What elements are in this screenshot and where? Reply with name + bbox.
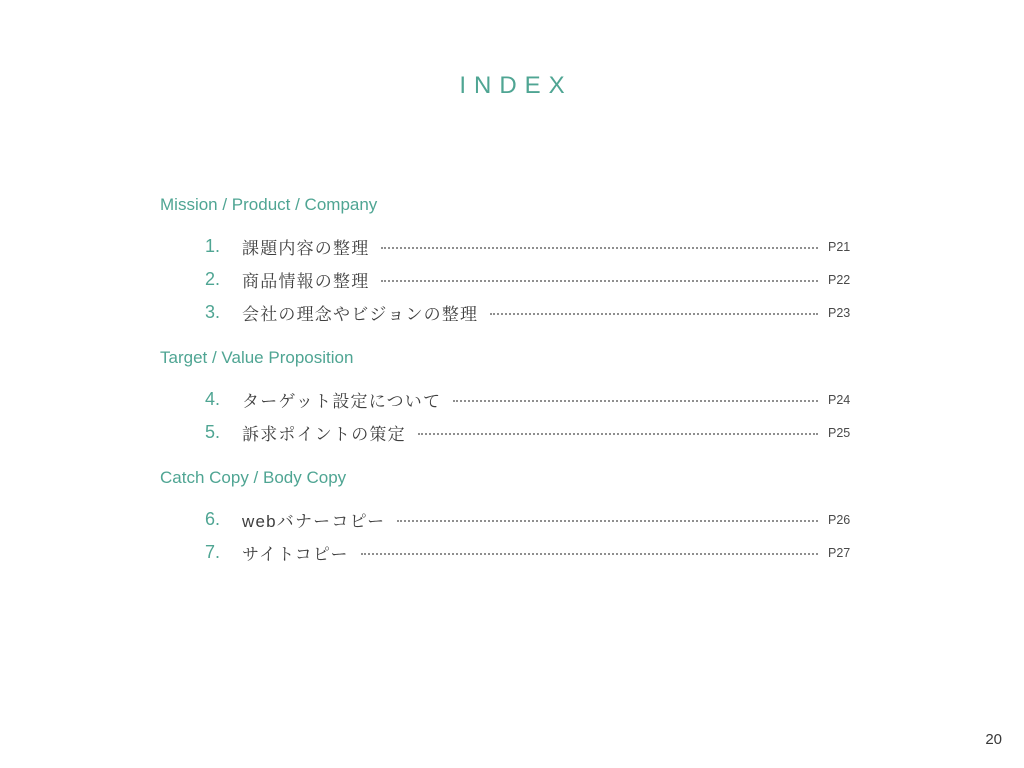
item-number: 4. — [204, 389, 220, 409]
dot-leader — [381, 280, 818, 282]
section-header: Catch Copy / Body Copy — [160, 468, 347, 487]
table-of-contents — [160, 194, 858, 569]
item-number: 3. — [204, 302, 220, 322]
dot-leader — [418, 433, 818, 435]
toc-item[interactable] — [160, 503, 858, 536]
toc-item[interactable] — [160, 416, 858, 449]
item-number: 6. — [204, 509, 220, 529]
toc-item[interactable] — [160, 263, 858, 296]
dot-leader — [381, 247, 818, 249]
item-label: 会社の理念やビジョンの整理 — [242, 305, 479, 324]
item-number: 1. — [204, 236, 220, 256]
item-page-ref: P24 — [828, 392, 851, 407]
item-page-ref: P25 — [828, 425, 851, 440]
item-label: 訴求ポイントの策定 — [242, 425, 406, 444]
item-label: webバナーコピー — [242, 512, 386, 531]
toc-item[interactable] — [160, 230, 858, 263]
item-page-ref: P27 — [828, 545, 851, 560]
item-page-ref: P21 — [828, 239, 851, 254]
item-label: ターゲット設定について — [242, 392, 442, 411]
slide-page-number: 20 — [985, 731, 1002, 748]
dot-leader — [453, 400, 818, 402]
section-items — [160, 383, 858, 449]
section-items — [160, 503, 858, 569]
dot-leader — [397, 520, 818, 522]
section-header: Target / Value Proposition — [160, 348, 354, 367]
page-title: INDEX — [459, 72, 573, 99]
section-header: Mission / Product / Company — [160, 195, 378, 214]
item-number: 2. — [204, 269, 220, 289]
item-page-ref: P23 — [828, 305, 851, 320]
item-label: サイトコピー — [242, 545, 349, 564]
dot-leader — [361, 553, 818, 555]
dot-leader — [490, 313, 818, 315]
item-number: 7. — [204, 542, 220, 562]
toc-item[interactable] — [160, 296, 858, 329]
section-items — [160, 230, 858, 329]
toc-item[interactable] — [160, 536, 858, 569]
toc-section-mission-product-company — [160, 194, 858, 329]
item-page-ref: P26 — [828, 512, 851, 527]
toc-section-catch-copy-body-copy — [160, 467, 858, 569]
toc-item[interactable] — [160, 383, 858, 416]
item-number: 5. — [204, 422, 220, 442]
item-label: 課題内容の整理 — [242, 239, 370, 258]
toc-section-target-value-proposition — [160, 347, 858, 449]
item-label: 商品情報の整理 — [242, 272, 370, 291]
item-page-ref: P22 — [828, 272, 851, 287]
